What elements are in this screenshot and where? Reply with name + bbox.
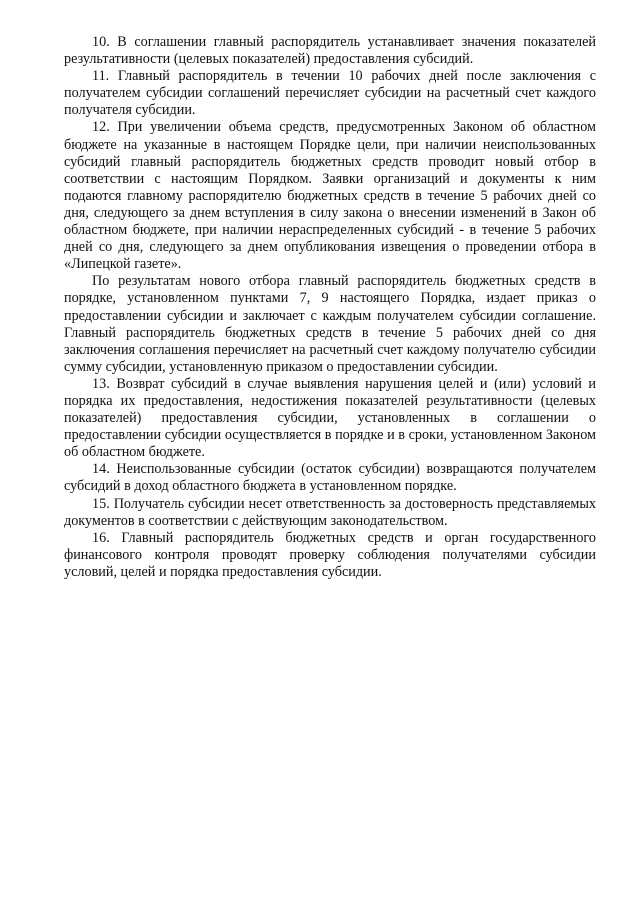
paragraph-12: 12. При увеличении объема средств, предусмотренных Законом об областном бюджете на указанные в настоящем Порядке цели, при наличии неиспользованных субсидий главный распорядитель бюджетных средств проводит новый отбор в соответствии с настоящим Порядком. Заявки организаций и документы к ним подаются главному распорядителю бюджетных средств в течение 5 рабочих дней со дня, следующего за днем вступления в силу закона о внесении изменений в Закон об областном бюджете, при наличии нераспределенных субсидий - в течение 5 рабочих дней со дня, следующего за днем опубликования извещения о проведении отбора в «Липецкой газете».: [64, 119, 596, 273]
paragraph-15: 15. Получатель субсидии несет ответственность за достоверность представляемых документов в соответствии с действующим законодательством.: [64, 495, 596, 529]
paragraph-11: 11. Главный распорядитель в течении 10 рабочих дней после заключения с получателем субсидии соглашений перечисляет субсидии на расчетный счет каждого получателя субсидии.: [64, 68, 596, 119]
paragraph-16: 16. Главный распорядитель бюджетных средств и орган государственного финансового контроля проводят проверку соблюдения получателями субсидии условий, целей и порядка предоставления субсидии.: [64, 529, 596, 580]
document-body: [64, 34, 596, 581]
paragraph-13: 13. Возврат субсидий в случае выявления нарушения целей и (или) условий и порядка их предоставления, недостижения показателей результативности (целевых показателей) предоставления субсидии, установленных в соглашении о предоставлении субсидии осуществляется в порядке и в сроки, установленном Законом об областном бюджете.: [64, 375, 596, 461]
paragraph-10: 10. В соглашении главный распорядитель устанавливает значения показателей результативности (целевых показателей) предоставления субсидий.: [64, 34, 596, 68]
paragraph-14: 14. Неиспользованные субсидии (остаток субсидии) возвращаются получателем субсидий в доход областного бюджета в установленном порядке.: [64, 461, 596, 495]
paragraph-12-continuation: По результатам нового отбора главный распорядитель бюджетных средств в порядке, установленном пунктами 7, 9 настоящего Порядка, издает приказ о предоставлении субсидии и заключает с каждым получателем субсидии соглашение. Главный распорядитель бюджетных средств в течение 5 рабочих дней со дня заключения соглашения перечисляет на расчетный счет каждому получателю субсидии сумму субсидии, установленную приказом о предоставлении субсидии.: [64, 273, 596, 375]
